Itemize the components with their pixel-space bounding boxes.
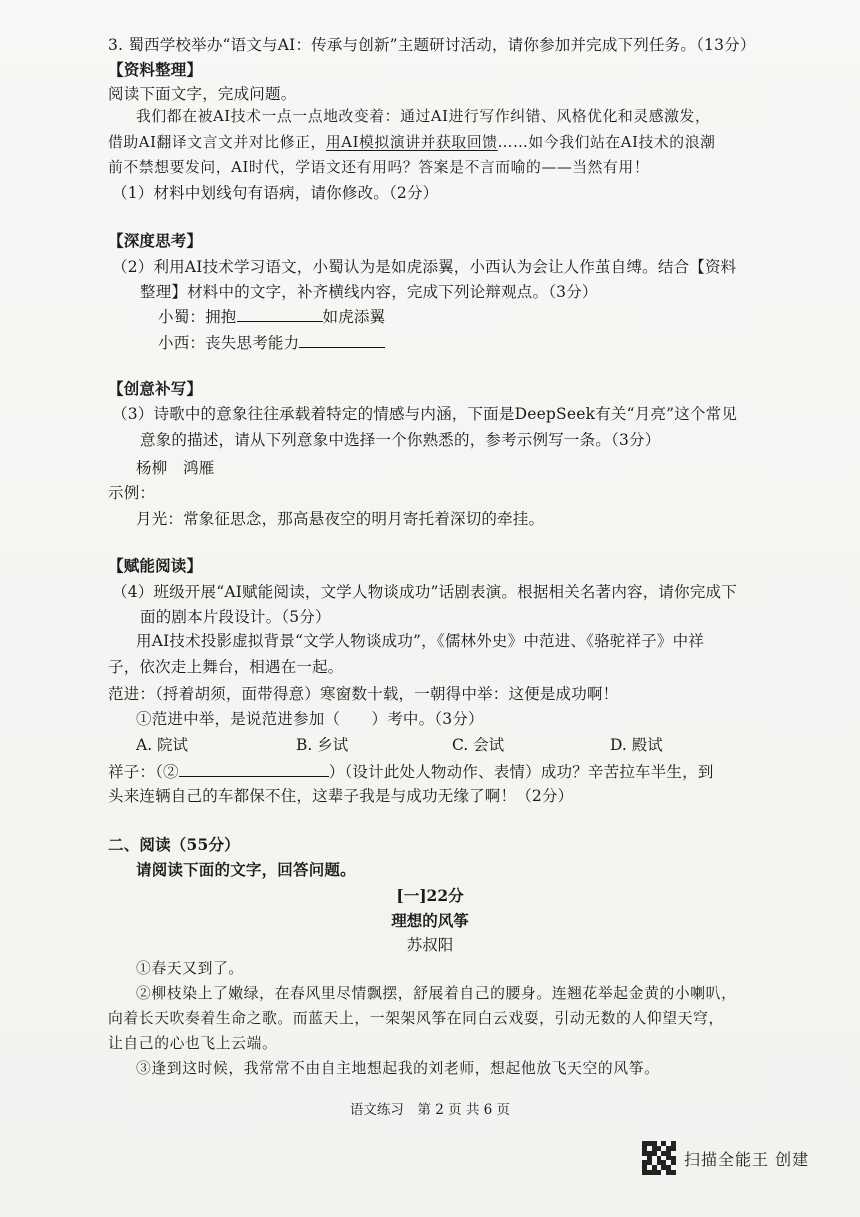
part2-header: 二、阅读（55分）	[108, 835, 240, 854]
xiangzi-text: 祥子：（②	[108, 763, 179, 781]
article-para-2-cont: 让自己的心也飞上云端。	[108, 1035, 278, 1052]
example-label: 示例：	[108, 484, 156, 502]
sub-section-label: [一]22分	[396, 886, 464, 905]
script-para: 子，依次走上舞台，相遇在一起。	[108, 658, 344, 676]
qr-code-icon	[642, 1141, 676, 1175]
section-title-materials: 【资料整理】	[108, 60, 203, 79]
article-author: 苏叔阳	[406, 936, 454, 954]
option-c[interactable]: C. 会试	[452, 736, 505, 754]
example-text: 月光：常象征思念，那高悬夜空的明月寄托着深切的牵挂。	[136, 510, 545, 528]
passage-text: 借助AI翻译文言文并对比修正，	[108, 134, 326, 151]
question-4: （4）班级开展“AI赋能阅读，文学人物谈成功”话剧表演。根据相关名著内容，请你完成下	[112, 583, 737, 601]
section-intro: 阅读下面文字，完成问题。	[108, 85, 297, 103]
article-para-1: ①春天又到了。	[136, 960, 244, 977]
page-footer: 语文练习 第 2 页 共 6 页	[349, 1102, 511, 1118]
article-para-3: ③逢到这时候，我常常不由自主地想起我的刘老师，想起他放飞天空的风筝。	[136, 1060, 660, 1077]
sub-question-1: ①范进中举，是说范进参加（ ）考中。（3分）	[136, 710, 484, 728]
part2-intro: 请阅读下面的文字，回答问题。	[136, 860, 356, 879]
passage-line: 我们都在被AI技术一点一点地改变着：通过AI进行写作纠错、风格优化和灵感激发，	[136, 108, 711, 125]
question-3: （3）诗歌中的意象往往承载着特定的情感与内涵，下面是DeepSeek有关“月亮”这个常见	[112, 405, 738, 423]
option-a[interactable]: A. 院试	[136, 736, 189, 754]
script-para: 用AI技术投影虚拟背景“文学人物谈成功”，《儒林外史》中范进、《骆驼祥子》中祥	[136, 632, 704, 650]
question-2: （2）利用AI技术学习语文，小蜀认为是如虎添翼，小西认为会让人作茧自缚。结合【资料	[112, 258, 737, 276]
article-title: 理想的风筝	[391, 911, 469, 930]
section-title-thinking: 【深度思考】	[108, 231, 203, 250]
question-2-cont: 整理】材料中的文字，补齐横线内容，完成下列论辩观点。（3分）	[140, 283, 598, 301]
answer-blank[interactable]	[179, 760, 329, 777]
underlined-sentence: 用AI模拟演讲并获取回馈	[325, 134, 498, 151]
debate-text: 小蜀：拥抱	[158, 308, 237, 326]
option-d[interactable]: D. 殿试	[610, 736, 663, 754]
debate-text: 小西：丧失思考能力	[158, 334, 300, 352]
xiangzi-line-cont: 头来连辆自己的车都保不住，这辈子我是与成功无缘了啊！（2分）	[108, 787, 574, 805]
question-4-cont: 面的剧本片段设计。（5分）	[140, 608, 331, 626]
debate-shu	[158, 305, 385, 328]
xiangzi-line	[108, 760, 714, 783]
passage-line	[108, 132, 716, 154]
question-1: （1）材料中划线句有语病，请你修改。（2分）	[112, 184, 439, 202]
imagery-options: 杨柳 鸿雁	[136, 459, 215, 477]
watermark-text: 扫描全能王 创建	[684, 1149, 810, 1169]
question-3-cont: 意象的描述，请从下列意象中选择一个你熟悉的，参考示例写一条。（3分）	[140, 431, 661, 449]
scanner-watermark	[642, 1141, 852, 1175]
q3-header: 3. 蜀西学校举办“语文与AI：传承与创新”主题研讨活动，请你参加并完成下列任务。（13分）	[108, 36, 756, 54]
passage-text: ……如今我们站在AI技术的浪潮	[497, 134, 716, 151]
xiangzi-text: ）（设计此处人物动作、表情）成功？辛苦拉车半生，到	[328, 763, 714, 781]
fan-jin-line: 范进：（捋着胡须，面带得意）寒窗数十载，一朝得中举：这便是成功啊！	[108, 685, 619, 703]
article-para-2-cont: 向着长天吹奏着生命之歌。而蓝天上，一架架风筝在同白云戏耍，引动无数的人仰望天穹，	[108, 1010, 724, 1027]
section-title-reading: 【赋能阅读】	[108, 556, 203, 575]
answer-blank[interactable]	[237, 305, 323, 322]
article-para-2: ②柳枝染上了嫩绿，在春风里尽情飘摆，舒展着自己的腰身。连翘花举起金黄的小喇叭，	[136, 985, 737, 1002]
section-title-creative: 【创意补写】	[108, 379, 203, 398]
answer-blank[interactable]	[299, 331, 385, 348]
option-b[interactable]: B. 乡试	[296, 736, 349, 754]
debate-xi	[158, 331, 385, 354]
passage-line: 前不禁想要发问，AI时代，学语文还有用吗？答案是不言而喻的——当然有用！	[108, 159, 650, 176]
debate-text: 如虎添翼	[322, 308, 386, 326]
